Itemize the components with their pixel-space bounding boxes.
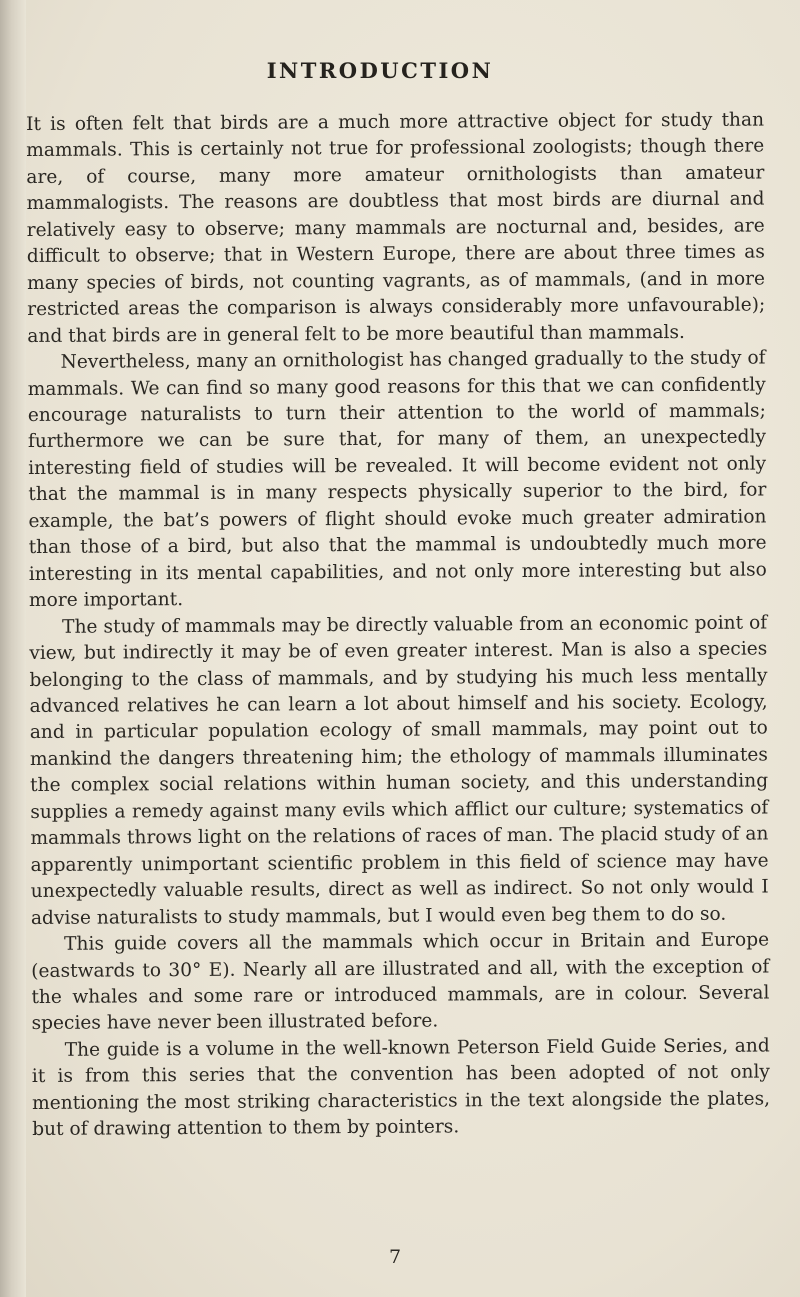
page-number: 7 <box>388 1246 402 1268</box>
paragraph-3: The study of mammals may be directly valuable from an economic point of view, but indirectly it may be of even greater interest. Man is also a species belonging to the class of mammals, and by studying his much less mentally advanced relatives he can learn a lot about himself and his society. Ecology, and in particular population ecology of small mammals, may point out to mankind the dangers threatening him; the ethology of mammals illuminates the complex social relations within human society, and this understanding supplies a remedy against many evils which afflict our culture; systematics of mammals throws light on the relations of races of man. The placid study of an apparently unimportant scientific problem in this field of science may have unexpectedly valuable results, direct as well as indirect. So not only would I advise naturalists to study mammals, but I would even beg them to do so. <box>29 612 769 929</box>
paragraph-4: This guide covers all the mammals which occur in Britain and Europe (eastwards to 30° E). Nearly all are illustrated and all, with the exception of the whales and some rare or introduced mammals, are in colour. Several species have never been illustrated before. <box>31 929 770 1035</box>
body-text <box>26 107 770 1143</box>
paragraph-2: Nevertheless, many an ornithologist has changed gradually to the study of mammals. We can find so many good reasons for this that we can confidently encourage naturalists to turn their attention to the world of mammals; furthermore we can be sure that, for many of them, an unexpectedly interesting field of studies will be revealed. It will become evident not only that the mammal is in many respects physically superior to the bird, for example, the bat’s powers of flight should evoke much greater admiration than those of a bird, but also that the mammal is undoubtedly much more interesting in its mental capabilities, and not only more interesting but also more important. <box>27 347 767 612</box>
page-heading: INTRODUCTION <box>266 58 494 83</box>
paragraph-1: It is often felt that birds are a much more attractive object for study than mammals. This is certainly not true for professional zoologists; though there are, of course, many more amateur ornithologists than amateur mammalogists. The reasons are doubtless that most birds are diurnal and relatively easy to observe; many mammals are nocturnal and, besides, are difficult to observe; that in Western Europe, there are about three times as many species of birds, not counting vagrants, as of mammals, (and in more restricted areas the comparison is always considerably more unfavourable); and that birds are in general felt to be more beautiful than mammals. <box>26 109 766 347</box>
paragraph-5: The guide is a volume in the well-known Peterson Field Guide Series, and it is from this series that the convention has been adopted of not only mentioning the most striking characteristics in the text alongside the plates, but of drawing attention to them by pointers. <box>31 1035 771 1141</box>
spine-shadow <box>0 0 26 1297</box>
